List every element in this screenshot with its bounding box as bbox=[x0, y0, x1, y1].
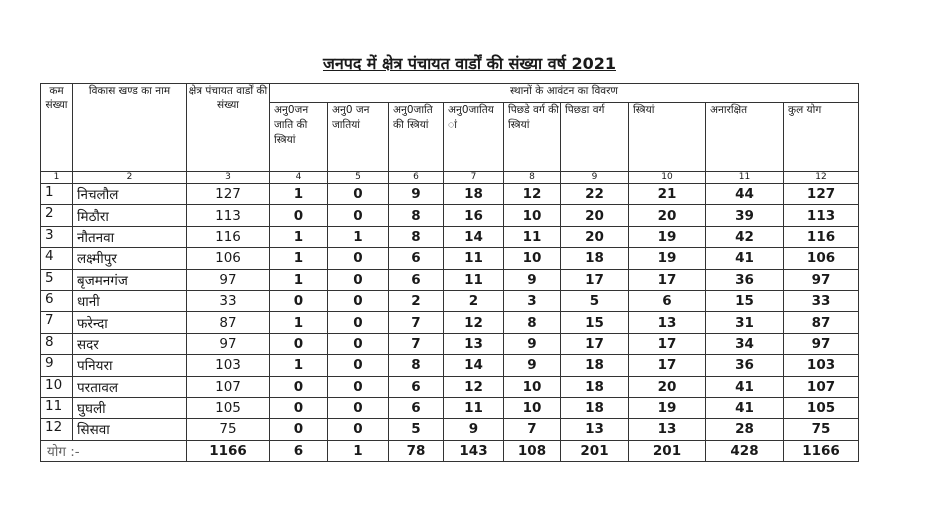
allotment-value-cell: 1 bbox=[328, 226, 389, 247]
subheader-obc-women: पिछडे वर्ग की स्त्रियां bbox=[504, 103, 561, 172]
block-name-cell: सिसवा bbox=[73, 419, 187, 440]
allotment-value-cell: 42 bbox=[706, 226, 784, 247]
allotment-value-cell: 6 bbox=[389, 269, 444, 290]
total-value-cell: 1 bbox=[328, 440, 389, 461]
table-row bbox=[41, 355, 859, 376]
allotment-value-cell: 5 bbox=[561, 290, 629, 311]
allotment-value-cell: 36 bbox=[706, 269, 784, 290]
block-name-cell: धानी bbox=[73, 290, 187, 311]
allotment-value-cell: 0 bbox=[328, 269, 389, 290]
block-name-cell: नौतनवा bbox=[73, 226, 187, 247]
allotment-value-cell: 20 bbox=[561, 226, 629, 247]
header-ward-count: क्षेत्र पंचायत वार्डों की संख्या bbox=[187, 84, 270, 172]
total-ward-count-cell: 1166 bbox=[187, 440, 270, 461]
ward-count-cell: 127 bbox=[187, 184, 270, 205]
allotment-value-cell: 0 bbox=[328, 184, 389, 205]
table-row bbox=[41, 419, 859, 440]
allotment-value-cell: 20 bbox=[561, 205, 629, 226]
allotment-value-cell: 0 bbox=[328, 376, 389, 397]
block-name-cell: परतावल bbox=[73, 376, 187, 397]
ward-count-cell: 116 bbox=[187, 226, 270, 247]
allotment-value-cell: 10 bbox=[504, 205, 561, 226]
table-row bbox=[41, 184, 859, 205]
subheader-women: स्त्रियां bbox=[629, 103, 706, 172]
serial-number-cell: 12 bbox=[41, 419, 73, 440]
ward-count-cell: 107 bbox=[187, 376, 270, 397]
total-value-cell: 108 bbox=[504, 440, 561, 461]
allotment-value-cell: 17 bbox=[629, 333, 706, 354]
allotment-value-cell: 9 bbox=[444, 419, 504, 440]
subheader-grand-total: कुल योग bbox=[784, 103, 859, 172]
allotment-value-cell: 1 bbox=[270, 269, 328, 290]
header-row-main bbox=[41, 84, 859, 103]
allotment-value-cell: 33 bbox=[784, 290, 859, 311]
allotment-value-cell: 18 bbox=[561, 355, 629, 376]
block-name-cell: लक्ष्मीपुर bbox=[73, 248, 187, 269]
allotment-value-cell: 0 bbox=[270, 376, 328, 397]
header-allotment: स्थानों के आवंटन का विवरण bbox=[270, 84, 859, 103]
allotment-value-cell: 20 bbox=[629, 376, 706, 397]
total-value-cell: 201 bbox=[629, 440, 706, 461]
total-value-cell: 143 bbox=[444, 440, 504, 461]
block-name-cell: मिठौरा bbox=[73, 205, 187, 226]
allotment-value-cell: 44 bbox=[706, 184, 784, 205]
total-value-cell: 1166 bbox=[784, 440, 859, 461]
allotment-value-cell: 0 bbox=[328, 333, 389, 354]
table-row bbox=[41, 312, 859, 333]
header-serial: कम संख्या bbox=[41, 84, 73, 172]
serial-number-cell: 3 bbox=[41, 226, 73, 247]
ward-count-cell: 75 bbox=[187, 419, 270, 440]
column-number: 4 bbox=[270, 172, 328, 184]
allotment-value-cell: 19 bbox=[629, 248, 706, 269]
ward-count-cell: 106 bbox=[187, 248, 270, 269]
allotment-value-cell: 18 bbox=[561, 397, 629, 418]
allotment-value-cell: 0 bbox=[270, 397, 328, 418]
serial-number-cell: 9 bbox=[41, 355, 73, 376]
ward-count-cell: 105 bbox=[187, 397, 270, 418]
column-number: 2 bbox=[73, 172, 187, 184]
column-number: 8 bbox=[504, 172, 561, 184]
allotment-value-cell: 9 bbox=[504, 355, 561, 376]
total-value-cell: 428 bbox=[706, 440, 784, 461]
allotment-value-cell: 8 bbox=[389, 226, 444, 247]
allotment-value-cell: 41 bbox=[706, 248, 784, 269]
allotment-value-cell: 0 bbox=[270, 290, 328, 311]
table-row bbox=[41, 290, 859, 311]
allotment-value-cell: 6 bbox=[389, 397, 444, 418]
ward-count-cell: 97 bbox=[187, 269, 270, 290]
allotment-value-cell: 19 bbox=[629, 397, 706, 418]
document-title: जनपद में क्षेत्र पंचायत वार्डों की संख्या वर्ष 2021 bbox=[322, 54, 616, 73]
allotment-value-cell: 97 bbox=[784, 269, 859, 290]
allotment-value-cell: 28 bbox=[706, 419, 784, 440]
serial-number-cell: 5 bbox=[41, 269, 73, 290]
allotment-value-cell: 15 bbox=[561, 312, 629, 333]
allotment-value-cell: 9 bbox=[389, 184, 444, 205]
allotment-value-cell: 0 bbox=[328, 419, 389, 440]
serial-number-cell: 2 bbox=[41, 205, 73, 226]
allotment-value-cell: 20 bbox=[629, 205, 706, 226]
allotment-value-cell: 41 bbox=[706, 397, 784, 418]
allotment-value-cell: 10 bbox=[504, 397, 561, 418]
block-name-cell: बृजमनगंज bbox=[73, 269, 187, 290]
allotment-value-cell: 6 bbox=[389, 376, 444, 397]
allotment-value-cell: 12 bbox=[504, 184, 561, 205]
allotment-value-cell: 11 bbox=[444, 248, 504, 269]
allotment-value-cell: 0 bbox=[328, 248, 389, 269]
allotment-value-cell: 31 bbox=[706, 312, 784, 333]
allotment-value-cell: 1 bbox=[270, 312, 328, 333]
column-number: 3 bbox=[187, 172, 270, 184]
block-name-cell: निचलौल bbox=[73, 184, 187, 205]
table-row bbox=[41, 269, 859, 290]
column-number: 1 bbox=[41, 172, 73, 184]
allotment-value-cell: 13 bbox=[629, 419, 706, 440]
ward-count-cell: 103 bbox=[187, 355, 270, 376]
allotment-value-cell: 75 bbox=[784, 419, 859, 440]
allotment-value-cell: 1 bbox=[270, 184, 328, 205]
allotment-value-cell: 0 bbox=[328, 290, 389, 311]
ward-count-cell: 113 bbox=[187, 205, 270, 226]
allotment-value-cell: 1 bbox=[270, 355, 328, 376]
serial-number-cell: 11 bbox=[41, 397, 73, 418]
allotment-value-cell: 10 bbox=[504, 248, 561, 269]
allotment-value-cell: 17 bbox=[561, 333, 629, 354]
allotment-value-cell: 105 bbox=[784, 397, 859, 418]
allotment-value-cell: 18 bbox=[561, 248, 629, 269]
table-row bbox=[41, 226, 859, 247]
total-row bbox=[41, 440, 859, 461]
allotment-value-cell: 39 bbox=[706, 205, 784, 226]
column-number-row bbox=[41, 172, 859, 184]
allotment-value-cell: 0 bbox=[328, 205, 389, 226]
allotment-value-cell: 18 bbox=[561, 376, 629, 397]
allotment-value-cell: 17 bbox=[629, 269, 706, 290]
allotment-value-cell: 41 bbox=[706, 376, 784, 397]
table-row bbox=[41, 376, 859, 397]
subheader-unreserved: अनारक्षित bbox=[706, 103, 784, 172]
subheader-sc-women: अनु0जाति की स्त्रियां bbox=[389, 103, 444, 172]
allotment-value-cell: 22 bbox=[561, 184, 629, 205]
allotment-value-cell: 2 bbox=[389, 290, 444, 311]
allotment-value-cell: 11 bbox=[444, 269, 504, 290]
allotment-value-cell: 11 bbox=[504, 226, 561, 247]
allotment-value-cell: 107 bbox=[784, 376, 859, 397]
allotment-value-cell: 12 bbox=[444, 376, 504, 397]
column-number: 5 bbox=[328, 172, 389, 184]
allotment-value-cell: 9 bbox=[504, 333, 561, 354]
allotment-value-cell: 106 bbox=[784, 248, 859, 269]
allotment-value-cell: 127 bbox=[784, 184, 859, 205]
allotment-value-cell: 7 bbox=[389, 333, 444, 354]
ward-count-cell: 97 bbox=[187, 333, 270, 354]
allotment-value-cell: 97 bbox=[784, 333, 859, 354]
allotment-value-cell: 13 bbox=[561, 419, 629, 440]
allotment-value-cell: 15 bbox=[706, 290, 784, 311]
table-row bbox=[41, 205, 859, 226]
ward-allotment-table bbox=[40, 83, 859, 462]
serial-number-cell: 8 bbox=[41, 333, 73, 354]
allotment-value-cell: 0 bbox=[328, 397, 389, 418]
serial-number-cell: 1 bbox=[41, 184, 73, 205]
allotment-value-cell: 0 bbox=[328, 312, 389, 333]
allotment-value-cell: 5 bbox=[389, 419, 444, 440]
allotment-value-cell: 34 bbox=[706, 333, 784, 354]
total-value-cell: 78 bbox=[389, 440, 444, 461]
allotment-value-cell: 8 bbox=[389, 205, 444, 226]
allotment-value-cell: 10 bbox=[504, 376, 561, 397]
ward-count-cell: 87 bbox=[187, 312, 270, 333]
block-name-cell: सदर bbox=[73, 333, 187, 354]
allotment-value-cell: 113 bbox=[784, 205, 859, 226]
allotment-value-cell: 16 bbox=[444, 205, 504, 226]
allotment-value-cell: 8 bbox=[504, 312, 561, 333]
allotment-value-cell: 103 bbox=[784, 355, 859, 376]
allotment-value-cell: 1 bbox=[270, 226, 328, 247]
allotment-value-cell: 12 bbox=[444, 312, 504, 333]
table-row bbox=[41, 248, 859, 269]
total-value-cell: 6 bbox=[270, 440, 328, 461]
allotment-value-cell: 6 bbox=[629, 290, 706, 311]
allotment-value-cell: 36 bbox=[706, 355, 784, 376]
subheader-st-women: अनु0जन जाति की स्त्रियां bbox=[270, 103, 328, 172]
allotment-value-cell: 0 bbox=[270, 333, 328, 354]
column-number: 10 bbox=[629, 172, 706, 184]
allotment-value-cell: 14 bbox=[444, 355, 504, 376]
allotment-value-cell: 18 bbox=[444, 184, 504, 205]
total-label: योग :- bbox=[41, 440, 187, 461]
column-number: 6 bbox=[389, 172, 444, 184]
allotment-value-cell: 13 bbox=[629, 312, 706, 333]
subheader-sc: अनु0जातिय ां bbox=[444, 103, 504, 172]
allotment-value-cell: 0 bbox=[270, 205, 328, 226]
total-value-cell: 201 bbox=[561, 440, 629, 461]
allotment-value-cell: 19 bbox=[629, 226, 706, 247]
subheader-st: अनु0 जन जातियां bbox=[328, 103, 389, 172]
allotment-value-cell: 9 bbox=[504, 269, 561, 290]
allotment-value-cell: 13 bbox=[444, 333, 504, 354]
allotment-value-cell: 116 bbox=[784, 226, 859, 247]
allotment-value-cell: 2 bbox=[444, 290, 504, 311]
serial-number-cell: 6 bbox=[41, 290, 73, 311]
serial-number-cell: 7 bbox=[41, 312, 73, 333]
ward-count-cell: 33 bbox=[187, 290, 270, 311]
allotment-value-cell: 0 bbox=[270, 419, 328, 440]
allotment-value-cell: 17 bbox=[629, 355, 706, 376]
allotment-value-cell: 87 bbox=[784, 312, 859, 333]
allotment-value-cell: 6 bbox=[389, 248, 444, 269]
allotment-value-cell: 0 bbox=[328, 355, 389, 376]
allotment-value-cell: 8 bbox=[389, 355, 444, 376]
column-number: 7 bbox=[444, 172, 504, 184]
serial-number-cell: 4 bbox=[41, 248, 73, 269]
table-row bbox=[41, 397, 859, 418]
allotment-value-cell: 7 bbox=[504, 419, 561, 440]
allotment-value-cell: 1 bbox=[270, 248, 328, 269]
allotment-value-cell: 11 bbox=[444, 397, 504, 418]
serial-number-cell: 10 bbox=[41, 376, 73, 397]
allotment-value-cell: 17 bbox=[561, 269, 629, 290]
block-name-cell: पनियरा bbox=[73, 355, 187, 376]
table-row bbox=[41, 333, 859, 354]
allotment-value-cell: 21 bbox=[629, 184, 706, 205]
block-name-cell: घुघली bbox=[73, 397, 187, 418]
subheader-obc: पिछडा वर्ग bbox=[561, 103, 629, 172]
column-number: 9 bbox=[561, 172, 629, 184]
block-name-cell: फरेन्दा bbox=[73, 312, 187, 333]
allotment-value-cell: 7 bbox=[389, 312, 444, 333]
allotment-value-cell: 3 bbox=[504, 290, 561, 311]
allotment-value-cell: 14 bbox=[444, 226, 504, 247]
column-number: 11 bbox=[706, 172, 784, 184]
column-number: 12 bbox=[784, 172, 859, 184]
header-block-name: विकास खण्ड का नाम bbox=[73, 84, 187, 172]
